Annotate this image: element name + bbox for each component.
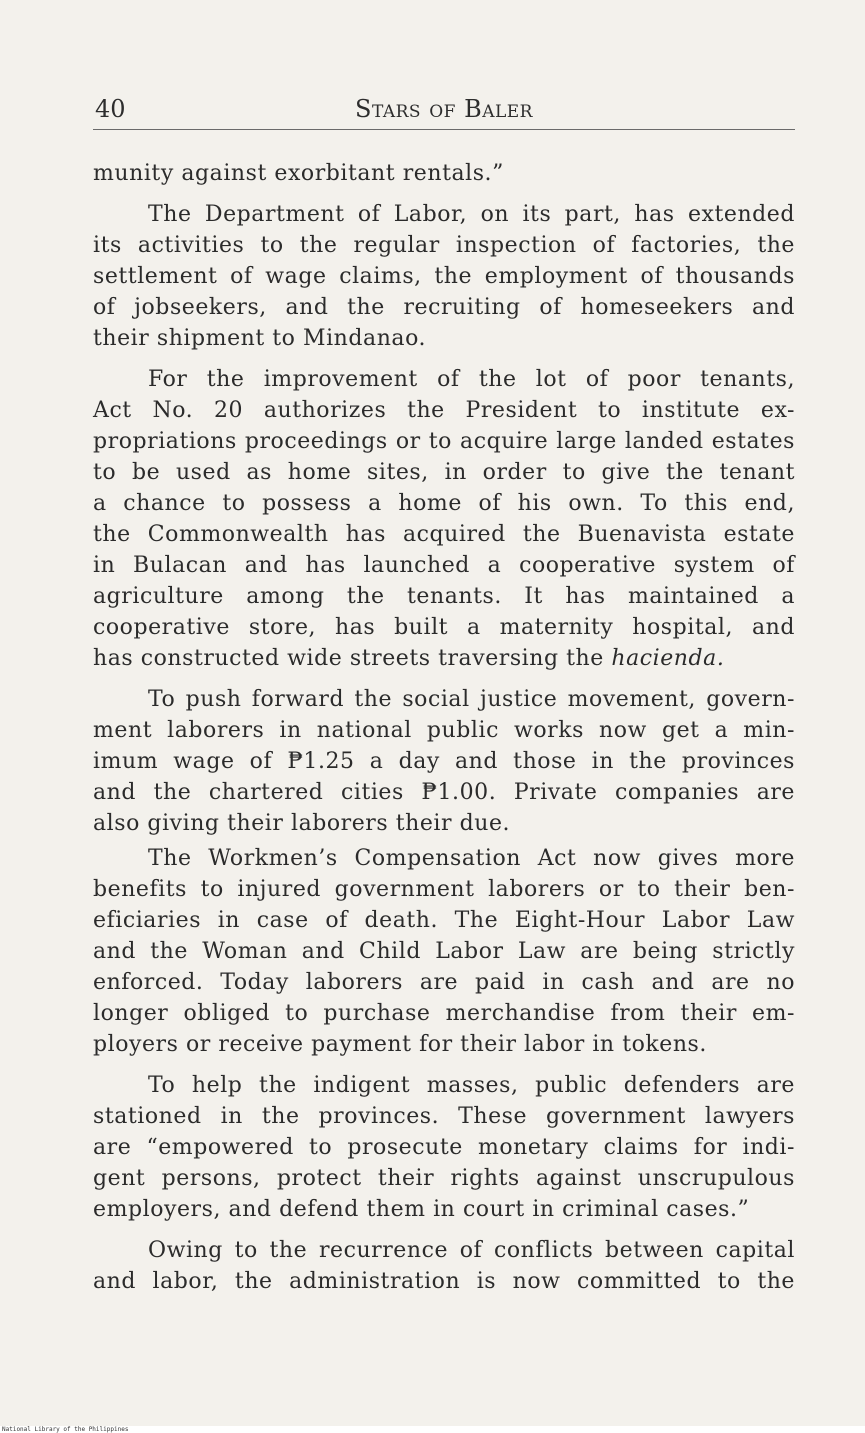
text-line: its activities to the regular inspection of factories, the [93,233,795,258]
text-line: also giving their laborers their due. [93,811,511,836]
text-line: Act No. 20 authorizes the President to institute ex- [93,398,795,423]
text-line: The Department of Labor, on its part, has extended [148,202,795,227]
body-text [93,158,795,1297]
text-line: and labor, the administration is now committed to the [93,1269,795,1294]
text-line: eficiaries in case of death. The Eight-Hour Labor Law [93,908,795,933]
text-line: the Commonwealth has acquired the Buenavista estate [93,522,795,547]
text-line: To help the indigent masses, public defenders are [148,1073,795,1098]
text-line: are “empowered to prosecute monetary claims for indi- [93,1135,795,1160]
text-line: The Workmen’s Compensation Act now gives more [148,846,795,871]
paragraph [93,199,795,354]
paragraph [93,158,795,189]
text-line: munity against exorbitant rentals.” [93,161,504,186]
text-line: of jobseekers, and the recruiting of homeseekers and [93,295,795,320]
text-line: enforced. Today laborers are paid in cash and are no [93,970,795,995]
text-line: propriations proceedings or to acquire large landed estates [93,429,795,454]
text-line: in Bulacan and has launched a cooperative system of [93,553,795,578]
paragraph [93,1235,795,1297]
text-line [93,643,795,674]
text-line: For the improvement of the lot of poor tenants, [148,367,795,392]
text-line: ployers or receive payment for their labor in tokens. [93,1032,707,1057]
text-line: and the Woman and Child Labor Law are being strictly [93,939,795,964]
text-line: a chance to possess a home of his own. To this end, [93,491,795,516]
page-number: 40 [95,95,126,123]
text-line: to be used as home sites, in order to give the tenant [93,460,795,485]
text-line: gent persons, protect their rights against unscrupulous [93,1166,795,1191]
paragraph [93,843,795,1060]
footer-band [0,1426,865,1433]
page-header [93,93,795,130]
paragraph [93,1070,795,1225]
text-line: settlement of wage claims, the employment of thousands [93,264,795,289]
text-line: stationed in the provinces. These government lawyers [93,1104,795,1129]
text-line: their shipment to Mindanao. [93,326,427,351]
text-line: benefits to injured government laborers or to their ben- [93,877,795,902]
text-line: cooperative store, has built a maternity hospital, and [93,615,795,640]
text-line: and the chartered cities ₱1.00. Private companies are [93,780,795,805]
paragraph [93,364,795,674]
text-line: employers, and defend them in court in criminal cases.” [93,1197,750,1222]
paragraph [93,684,795,839]
running-title: Stars of Baler [355,95,533,123]
italic-word: hacienda. [611,646,725,671]
text-line: Owing to the recurrence of conflicts between capital [148,1238,795,1263]
library-credit: National Library of the Philippines [2,1426,129,1433]
text-line: To push forward the social justice movement, govern- [148,687,795,712]
text-line: ment laborers in national public works now get a min- [93,718,795,743]
text-line: longer obliged to purchase merchandise from their em- [93,1001,795,1026]
text-segment: has constructed wide streets traversing the [93,646,612,671]
text-line: agriculture among the tenants. It has maintained a [93,584,795,609]
text-line: imum wage of ₱1.25 a day and those in the provinces [93,749,795,774]
